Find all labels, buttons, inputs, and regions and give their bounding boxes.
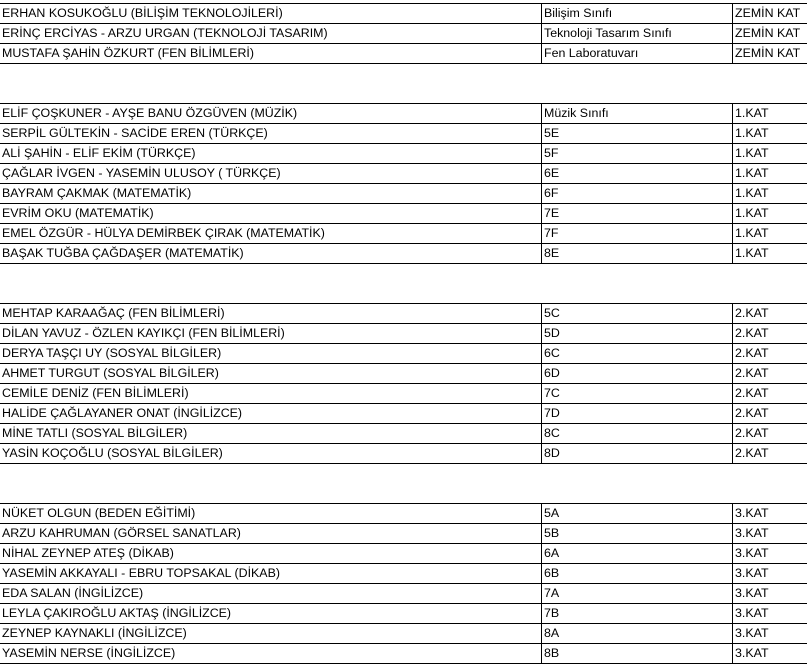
- floor-cell[interactable]: 1.KAT: [733, 224, 807, 244]
- empty-cell: [542, 64, 733, 104]
- teacher-cell[interactable]: MİNE TATLI (SOSYAL BİLGİLER): [0, 424, 542, 444]
- room-cell[interactable]: 7E: [542, 204, 733, 224]
- floor-cell[interactable]: ZEMİN KAT: [733, 44, 807, 64]
- floor-cell[interactable]: 3.KAT: [733, 524, 807, 544]
- floor-cell[interactable]: 3.KAT: [733, 624, 807, 644]
- room-cell[interactable]: 6B: [542, 564, 733, 584]
- table-body: [0, 4, 807, 664]
- teacher-cell[interactable]: ELİF ÇOŞKUNER - AYŞE BANU ÖZGÜVEN (MÜZİK): [0, 104, 542, 124]
- table-row: [0, 444, 807, 464]
- empty-cell: [542, 264, 733, 304]
- room-cell[interactable]: 5A: [542, 504, 733, 524]
- teacher-cell[interactable]: ÇAĞLAR İVGEN - YASEMİN ULUSOY ( TÜRKÇE): [0, 164, 542, 184]
- teacher-cell[interactable]: DERYA TAŞÇI UY (SOSYAL BİLGİLER): [0, 344, 542, 364]
- room-cell[interactable]: Fen Laboratuvarı: [542, 44, 733, 64]
- teacher-cell[interactable]: ERİNÇ ERCİYAS - ARZU URGAN (TEKNOLOJİ TASARIM): [0, 24, 542, 44]
- table-row: [0, 164, 807, 184]
- floor-cell[interactable]: 1.KAT: [733, 204, 807, 224]
- empty-cell: [542, 464, 733, 504]
- table-row: [0, 224, 807, 244]
- floor-cell[interactable]: 3.KAT: [733, 644, 807, 664]
- floor-cell[interactable]: 1.KAT: [733, 104, 807, 124]
- table-row: [0, 124, 807, 144]
- table-row: [0, 364, 807, 384]
- floor-cell[interactable]: 3.KAT: [733, 504, 807, 524]
- room-cell[interactable]: Müzik Sınıfı: [542, 104, 733, 124]
- table-row: [0, 584, 807, 604]
- floor-cell[interactable]: ZEMİN KAT: [733, 4, 807, 24]
- floor-cell[interactable]: 2.KAT: [733, 324, 807, 344]
- room-cell[interactable]: 6C: [542, 344, 733, 364]
- teacher-cell[interactable]: AHMET TURGUT (SOSYAL BİLGİLER): [0, 364, 542, 384]
- spacer-row: [0, 464, 807, 504]
- table-row: [0, 24, 807, 44]
- table-row: [0, 624, 807, 644]
- table-row: [0, 424, 807, 444]
- floor-cell[interactable]: 2.KAT: [733, 384, 807, 404]
- teacher-cell[interactable]: EVRİM OKU (MATEMATİK): [0, 204, 542, 224]
- floor-cell[interactable]: 3.KAT: [733, 604, 807, 624]
- table-row: [0, 44, 807, 64]
- room-cell[interactable]: Teknoloji Tasarım Sınıfı: [542, 24, 733, 44]
- table-row: [0, 384, 807, 404]
- teacher-cell[interactable]: ALİ ŞAHİN - ELİF EKİM (TÜRKÇE): [0, 144, 542, 164]
- teacher-cell[interactable]: YASİN KOÇOĞLU (SOSYAL BİLGİLER): [0, 444, 542, 464]
- empty-cell: [0, 464, 542, 504]
- floor-cell[interactable]: 1.KAT: [733, 144, 807, 164]
- floor-cell[interactable]: 1.KAT: [733, 124, 807, 144]
- table-row: [0, 504, 807, 524]
- room-cell[interactable]: 5C: [542, 304, 733, 324]
- floor-cell[interactable]: 2.KAT: [733, 304, 807, 324]
- room-cell[interactable]: Bilişim Sınıfı: [542, 4, 733, 24]
- floor-cell[interactable]: 1.KAT: [733, 184, 807, 204]
- table-row: [0, 144, 807, 164]
- table-row: [0, 404, 807, 424]
- teacher-cell[interactable]: MEHTAP KARAAĞAÇ (FEN BİLİMLERİ): [0, 304, 542, 324]
- table-row: [0, 244, 807, 264]
- teacher-cell[interactable]: MUSTAFA ŞAHİN ÖZKURT (FEN BİLİMLERİ): [0, 44, 542, 64]
- floor-cell[interactable]: 3.KAT: [733, 544, 807, 564]
- teacher-cell[interactable]: LEYLA ÇAKIROĞLU AKTAŞ (İNGİLİZCE): [0, 604, 542, 624]
- room-cell[interactable]: 8E: [542, 244, 733, 264]
- room-cell[interactable]: 5D: [542, 324, 733, 344]
- floor-cell[interactable]: 3.KAT: [733, 584, 807, 604]
- floor-cell[interactable]: 2.KAT: [733, 344, 807, 364]
- teacher-cell[interactable]: ARZU KAHRUMAN (GÖRSEL SANATLAR): [0, 524, 542, 544]
- table-row: [0, 304, 807, 324]
- room-cell[interactable]: 6E: [542, 164, 733, 184]
- room-cell[interactable]: 6F: [542, 184, 733, 204]
- room-cell[interactable]: 5B: [542, 524, 733, 544]
- empty-cell: [0, 64, 542, 104]
- floor-cell[interactable]: 2.KAT: [733, 364, 807, 384]
- table-row: [0, 544, 807, 564]
- table-row: [0, 564, 807, 584]
- table-row: [0, 604, 807, 624]
- table-row: [0, 184, 807, 204]
- room-cell[interactable]: 6D: [542, 364, 733, 384]
- floor-cell[interactable]: 1.KAT: [733, 164, 807, 184]
- spacer-row: [0, 264, 807, 304]
- room-cell[interactable]: 8A: [542, 624, 733, 644]
- classroom-assignment-table: [0, 3, 807, 664]
- teacher-cell[interactable]: YASEMİN AKKAYALI - EBRU TOPSAKAL (DİKAB): [0, 564, 542, 584]
- room-cell[interactable]: 5E: [542, 124, 733, 144]
- floor-cell[interactable]: 2.KAT: [733, 444, 807, 464]
- teacher-cell[interactable]: CEMİLE DENİZ (FEN BİLİMLERİ): [0, 384, 542, 404]
- teacher-cell[interactable]: EDA SALAN (İNGİLİZCE): [0, 584, 542, 604]
- table-row: [0, 644, 807, 664]
- table-row: [0, 344, 807, 364]
- room-cell[interactable]: 7F: [542, 224, 733, 244]
- floor-cell[interactable]: ZEMİN KAT: [733, 24, 807, 44]
- empty-cell: [733, 464, 807, 504]
- teacher-cell[interactable]: ERHAN KOSUKOĞLU (BİLİŞİM TEKNOLOJİLERİ): [0, 4, 542, 24]
- teacher-cell[interactable]: ZEYNEP KAYNAKLI (İNGİLİZCE): [0, 624, 542, 644]
- floor-cell[interactable]: 2.KAT: [733, 424, 807, 444]
- teacher-cell[interactable]: HALİDE ÇAĞLAYANER ONAT (İNGİLİZCE): [0, 404, 542, 424]
- room-cell[interactable]: 7A: [542, 584, 733, 604]
- empty-cell: [733, 264, 807, 304]
- floor-cell[interactable]: 1.KAT: [733, 244, 807, 264]
- empty-cell: [733, 64, 807, 104]
- teacher-cell[interactable]: DİLAN YAVUZ - ÖZLEN KAYIKÇI (FEN BİLİMLERİ): [0, 324, 542, 344]
- teacher-cell[interactable]: BAYRAM ÇAKMAK (MATEMATİK): [0, 184, 542, 204]
- floor-cell[interactable]: 2.KAT: [733, 404, 807, 424]
- room-cell[interactable]: 8D: [542, 444, 733, 464]
- floor-cell[interactable]: 3.KAT: [733, 564, 807, 584]
- room-cell[interactable]: 7C: [542, 384, 733, 404]
- room-cell[interactable]: 8B: [542, 644, 733, 664]
- table-row: [0, 324, 807, 344]
- table-row: [0, 4, 807, 24]
- room-cell[interactable]: 8C: [542, 424, 733, 444]
- teacher-cell[interactable]: NİHAL ZEYNEP ATEŞ (DİKAB): [0, 544, 542, 564]
- table-row: [0, 104, 807, 124]
- spacer-row: [0, 64, 807, 104]
- room-cell[interactable]: 6A: [542, 544, 733, 564]
- empty-cell: [0, 264, 542, 304]
- teacher-cell[interactable]: SERPİL GÜLTEKİN - SACİDE EREN (TÜRKÇE): [0, 124, 542, 144]
- room-cell[interactable]: 7D: [542, 404, 733, 424]
- room-cell[interactable]: 5F: [542, 144, 733, 164]
- teacher-cell[interactable]: NÜKET OLGUN (BEDEN EĞİTİMİ): [0, 504, 542, 524]
- teacher-cell[interactable]: EMEL ÖZGÜR - HÜLYA DEMİRBEK ÇIRAK (MATEMATİK): [0, 224, 542, 244]
- table-row: [0, 524, 807, 544]
- teacher-cell[interactable]: BAŞAK TUĞBA ÇAĞDAŞER (MATEMATİK): [0, 244, 542, 264]
- room-cell[interactable]: 7B: [542, 604, 733, 624]
- table-row: [0, 204, 807, 224]
- teacher-cell[interactable]: YASEMİN NERSE (İNGİLİZCE): [0, 644, 542, 664]
